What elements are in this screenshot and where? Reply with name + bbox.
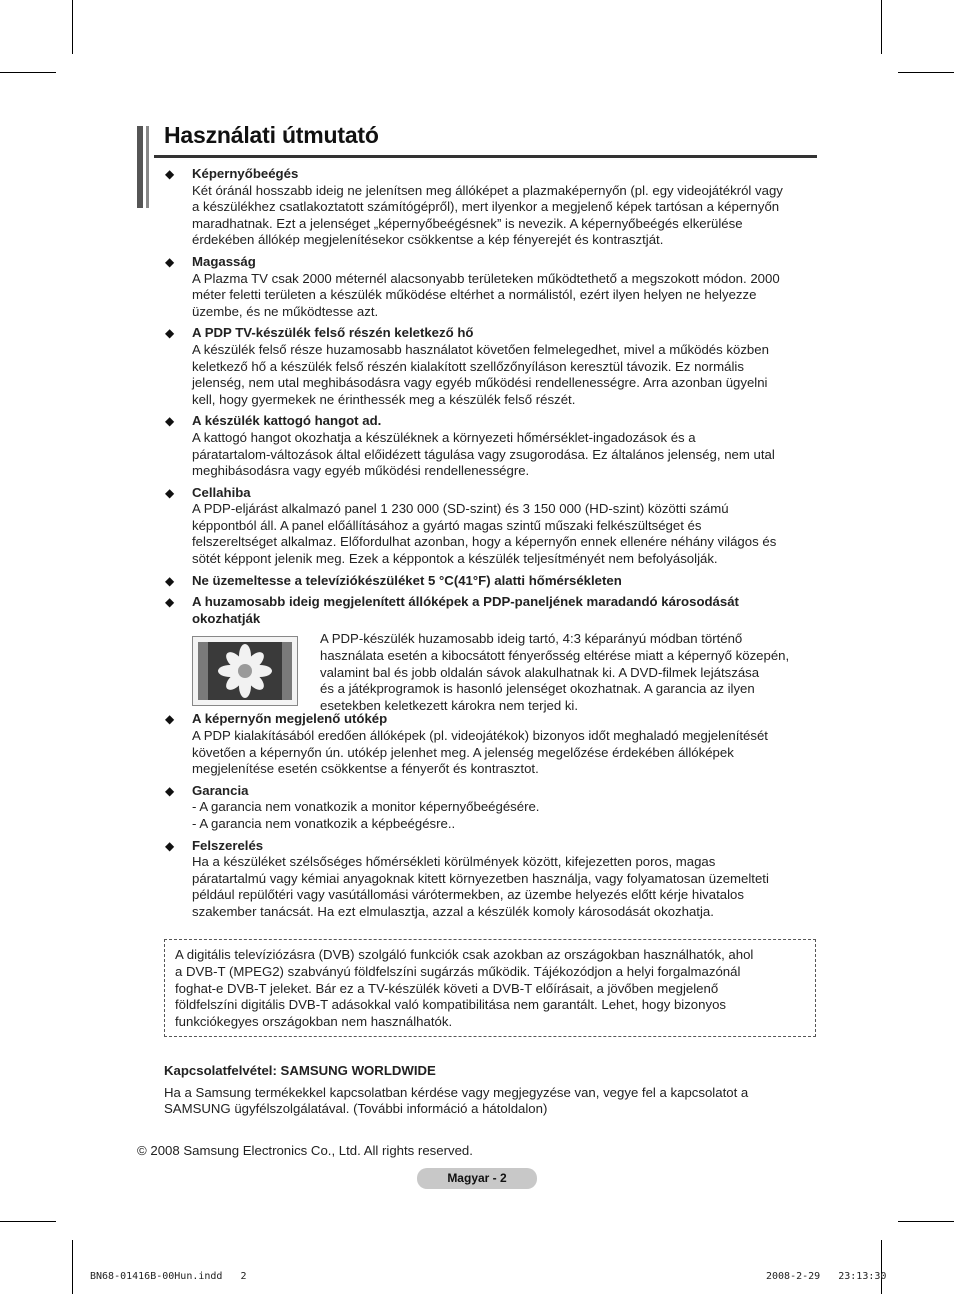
image-block [192,631,818,711]
page-number-badge: Magyar - 2 [417,1168,537,1189]
crop-mark-top-right-h [898,72,954,73]
item-heading: A képernyőn megjelenő utókép [192,711,388,727]
item-body: A Plazma TV csak 2000 méternél alacsonyabb területeken működtethető a megszokott módon. 2000 méter feletti területen a készülék működése eltérhet a normálistól, ezért ilyen helyen ne helyezze üzembe, és ne működtesse azt. [192,270,780,319]
crop-mark-bottom-left-h [0,1221,56,1222]
crop-mark-bottom-left-v [72,1240,73,1294]
diamond-bullet-icon: ◆ [165,254,175,269]
item-heading: A huzamosabb ideig megjelenített állóképek a PDP-paneljének maradandó károsodását okozhatják [192,594,739,626]
title-decoration [137,126,151,208]
diamond-bullet-icon: ◆ [165,167,175,181]
diamond-bullet-icon: ◆ [165,783,175,798]
title-rule [154,155,817,158]
diamond-bullet-icon: ◆ [165,414,175,429]
item-body: - A garancia nem vonatkozik a monitor képernyőbeégésére. - A garancia nem vonatkozik a képbeégésre.. [192,799,540,831]
diamond-bullet-icon: ◆ [165,573,175,588]
diamond-bullet-icon: ◆ [165,595,175,610]
crop-mark-bottom-right-v [881,1240,882,1294]
item-body: A PDP kialakításából eredően állóképek (pl. videojátékok) bizonyos időt meghaladó megjelenítését követően a képernyőn ún. utókép jelenhet meg. A jelenség megelőzése érdekében állóképek megjelenítése esetén csökkentse a fényerőt és kontrasztot. [192,728,768,777]
list-item [164,573,818,590]
list-item [164,413,818,479]
diamond-bullet-icon: ◆ [165,838,175,853]
list-item [164,838,818,921]
list-item [164,594,818,711]
contact-section [164,1063,816,1118]
diamond-bullet-icon: ◆ [165,326,175,341]
item-body: A készülék felső része huzamosabb használatot követően felmelegedhet, mivel a működés közben keletkező hő a készülék felső részén kialakított szellőzőnyíláson keresztül távozik. Ez normális jelenség, nem utal meghibásodásra vagy egyéb működési rendellenességre. Arra azonban ügyelni kell, hogy gyermekek ne érinthessék meg a készülék felső részét. [192,341,769,407]
copyright: © 2008 Samsung Electronics Co., Ltd. All rights reserved. [137,1143,473,1158]
item-heading: A PDP TV-készülék felső részén keletkező hő [192,325,474,341]
item-body: Ha a készüléket szélsőséges hőmérsékleti körülmények között, kifejezetten poros, magas páratartalmú vagy kémiai anyagoknak kitett környezetben használja, vagy folyamatosan üzemelteti például repülőtéri vagy vasútállomási várótermekben, az üzembe helyezés előtt kérje hivatalos szakember tanácsát. Ha ezt elmulasztja, azzal a készülék komoly károsodását okozhatja. [192,854,769,919]
list-item [164,166,818,249]
list-item [164,711,818,777]
item-body: Két óránál hosszabb ideig ne jelenítsen meg állóképet a plazmaképernyőn (pl. egy videojátékról vagy a készülékhez csatlakoztatott számítógépről), mert ilyenkor a megjelenő képek tartósan a képernyőn maradhatnak. Ezt a jelenséget „képernyőbeégésnek” is nevezik. A képernyőbeégés elkerülése érdekében állókép megjelenítésekor csökkentse a kép fényerejét és kontrasztját. [192,182,783,248]
crop-mark-top-left-h [0,72,56,73]
list-item [164,325,818,408]
item-body: A PDP-eljárást alkalmazó panel 1 230 000 (SD-szint) és 3 150 000 (HD-szint) közötti számú képpontból áll. A panel előállításához a gyártó magas szintű műszaki felkészültséget és felszereltséget alkalmaz. Előfordulhat azonban, hogy a képernyőn ennek ellenére néhány világos és sötét képpont jelenik meg. Ezek a képpontok a készülék teljesítményét nem befolyásolják. [192,501,777,567]
item-heading: Cellahiba [192,484,251,500]
list-item [164,485,818,568]
footer-datetime: 2008-2-29 23:13:30 [766,1271,887,1282]
item-body: A kattogó hangot okozhatja a készüléknek a környezeti hőmérséklet-ingadozások és a páratartalom-változások által előidézett tágulása vagy zsugorodása. Ez általános jelenség, nem utal meghibásodásra vagy egyéb működési rendellenességre. [192,429,775,479]
contact-body: Ha a Samsung termékekkel kapcsolatban kérdése vagy megjegyzése van, vegye fel a kapcsolatot a SAMSUNG ügyfélszolgálatával. (További információ a hátoldalon) [164,1084,749,1117]
footer-filename: BN68-01416B-00Hun.indd 2 [90,1271,247,1282]
item-heading: Ne üzemeltesse a televíziókészüléket 5 °C(41°F) alatti hőmérsékleten [192,572,622,588]
item-heading: Magasság [192,253,256,269]
item-heading: Képernyőbeégés [192,166,299,181]
list-item [164,254,818,320]
crop-mark-top-left-v [72,0,73,54]
list-item [164,783,818,833]
dvb-notice-box: A digitális televíziózásra (DVB) szolgáló funkciók csak azokban az országokban használhatók, ahol a DVB-T (MPEG2) szabványú földfelszíni sugárzás működik. Tájékozódjon a helyi forgalmazónál foghat-e DVB-T jeleket. Bár ez a TV-készülék követi a DVB-T előírásait, a jövőben megjelenő földfelszíni digitális DVB-T adásokkal való kompatibilitása nem garantált. Lehet, hogy bizonyos funkciókegyes országokban nem használhatók. [164,939,816,1037]
contact-heading: Kapcsolatfelvétel: SAMSUNG WORLDWIDE [164,1063,436,1078]
page-title: Használati útmutató [164,122,379,148]
crop-mark-bottom-right-h [898,1221,954,1222]
item-heading: A készülék kattogó hangot ad. [192,413,382,429]
diamond-bullet-icon: ◆ [165,712,175,727]
flower-screen-image [192,636,298,706]
image-caption: A PDP-készülék huzamosabb ideig tartó, 4:3 képarányú módban történő használata esetén a kibocsátott fényerősség eltérése miatt a képernyő közepén, valamint bal és jobb oldalán sávok alakulhatnak ki. A DVD-filmek lejátszása és a játékprogramok is hasonló jelenséget okozhatnak. A garancia az ilyen esetekben keletkezett károkra nem terjed ki. [320,631,790,713]
diamond-bullet-icon: ◆ [165,485,175,500]
content [164,166,818,926]
item-heading: Garancia [192,782,249,798]
item-heading: Felszerelés [192,837,264,853]
crop-mark-top-right-v [881,0,882,54]
